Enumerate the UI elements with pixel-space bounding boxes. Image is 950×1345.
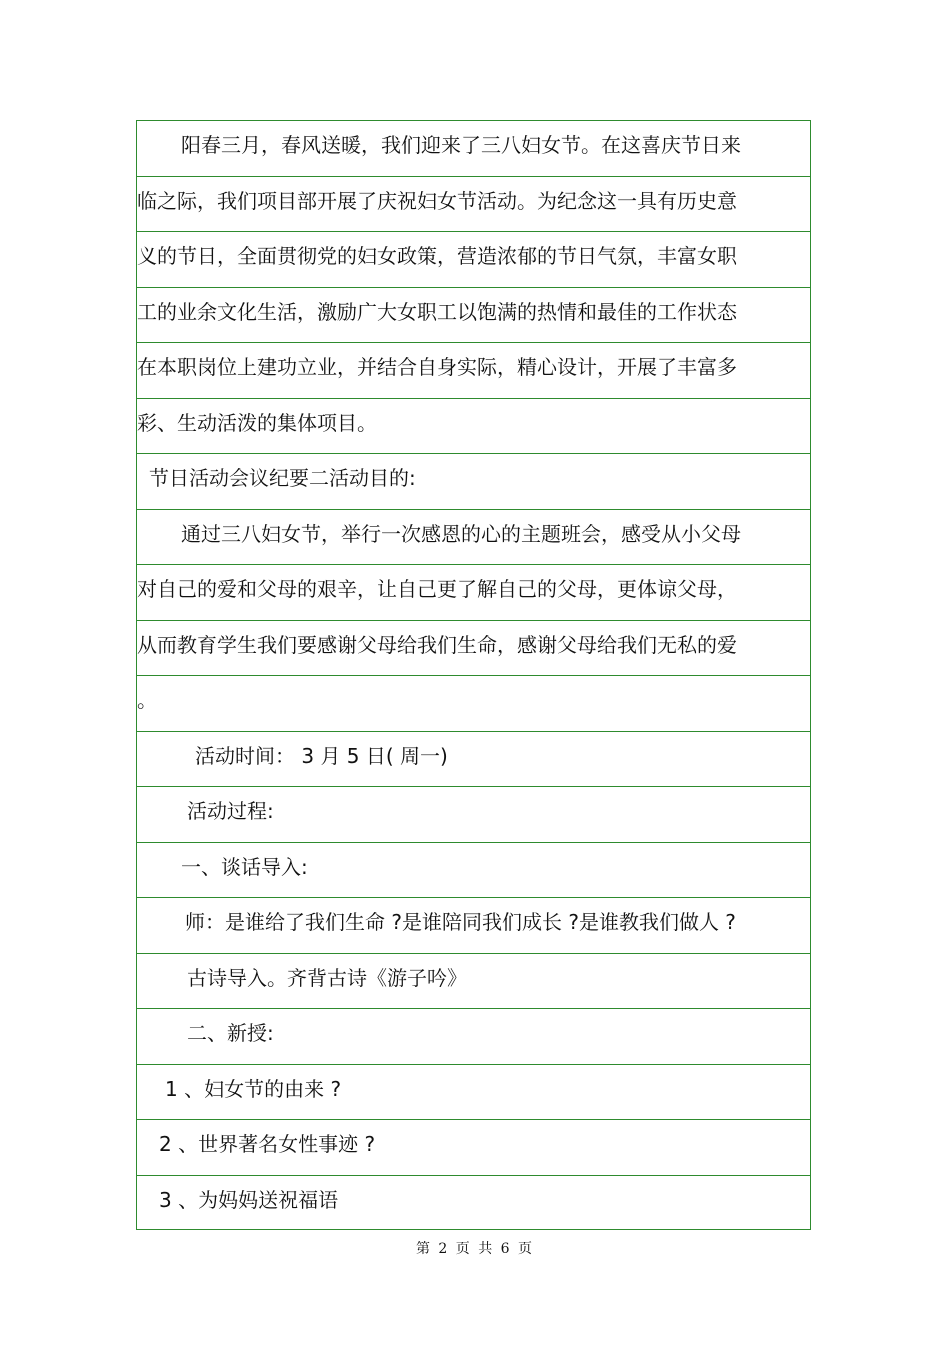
text-row — [137, 121, 810, 177]
ruled-text-frame — [136, 120, 811, 1230]
text-row — [137, 787, 810, 843]
list-item: 3 、为妈妈送祝福语 — [159, 1187, 339, 1212]
text-row — [137, 1065, 810, 1121]
step-heading: 一、谈话导入: — [181, 854, 308, 879]
text-line: 。 — [137, 688, 157, 712]
text-line: 古诗导入。齐背古诗《游子吟》 — [187, 965, 467, 990]
text-line: 通过三八妇女节，举行一次感恩的心的主题班会，感受从小父母 — [181, 521, 741, 546]
text-row — [137, 898, 810, 954]
activity-process-heading: 活动过程: — [187, 799, 274, 823]
page-number-footer: 第 2 页 共 6 页 — [415, 1241, 535, 1257]
text-line: 对自己的爱和父母的艰辛，让自己更了解自己的父母，更体谅父母， — [137, 577, 737, 601]
text-row — [137, 676, 810, 732]
text-row — [137, 621, 810, 677]
text-line: 临之际，我们项目部开展了庆祝妇女节活动。为纪念这一具有历史意 — [137, 188, 737, 213]
text-row — [137, 510, 810, 566]
text-row — [137, 565, 810, 621]
text-line: 师：是谁给了我们生命 ?是谁陪同我们成长 ?是谁教我们做人 ? — [185, 910, 736, 934]
text-line: 彩、生动活泼的集体项目。 — [137, 410, 377, 435]
text-row — [137, 454, 810, 510]
text-row — [137, 288, 810, 344]
text-row — [137, 954, 810, 1010]
text-row — [137, 843, 810, 899]
text-line: 在本职岗位上建功立业，并结合自身实际，精心设计，开展了丰富多 — [137, 355, 737, 379]
text-row — [137, 1120, 810, 1176]
text-row — [137, 232, 810, 288]
text-row — [137, 732, 810, 788]
text-row — [137, 177, 810, 233]
text-line: 义的节日，全面贯彻党的妇女政策，营造浓郁的节日气氛，丰富女职 — [137, 244, 737, 268]
text-row — [137, 399, 810, 455]
text-line: 从而教育学生我们要感谢父母给我们生命，感谢父母给我们无私的爱 — [137, 632, 737, 657]
list-item: 2 、世界著名女性事迹 ? — [159, 1132, 376, 1156]
text-line: 工的业余文化生活，激励广大女职工以饱满的热情和最佳的工作状态 — [137, 299, 737, 324]
text-row — [137, 1176, 810, 1232]
list-item: 1 、妇女节的由来 ? — [165, 1076, 342, 1101]
section-heading: 节日活动会议纪要二活动目的: — [149, 466, 416, 490]
step-heading: 二、新授: — [187, 1021, 274, 1045]
text-row — [137, 343, 810, 399]
text-line: 阳春三月，春风送暖，我们迎来了三八妇女节。在这喜庆节日来 — [181, 133, 741, 157]
text-row — [137, 1009, 810, 1065]
activity-time: 活动时间： 3 月 5 日( 周一) — [195, 743, 448, 768]
